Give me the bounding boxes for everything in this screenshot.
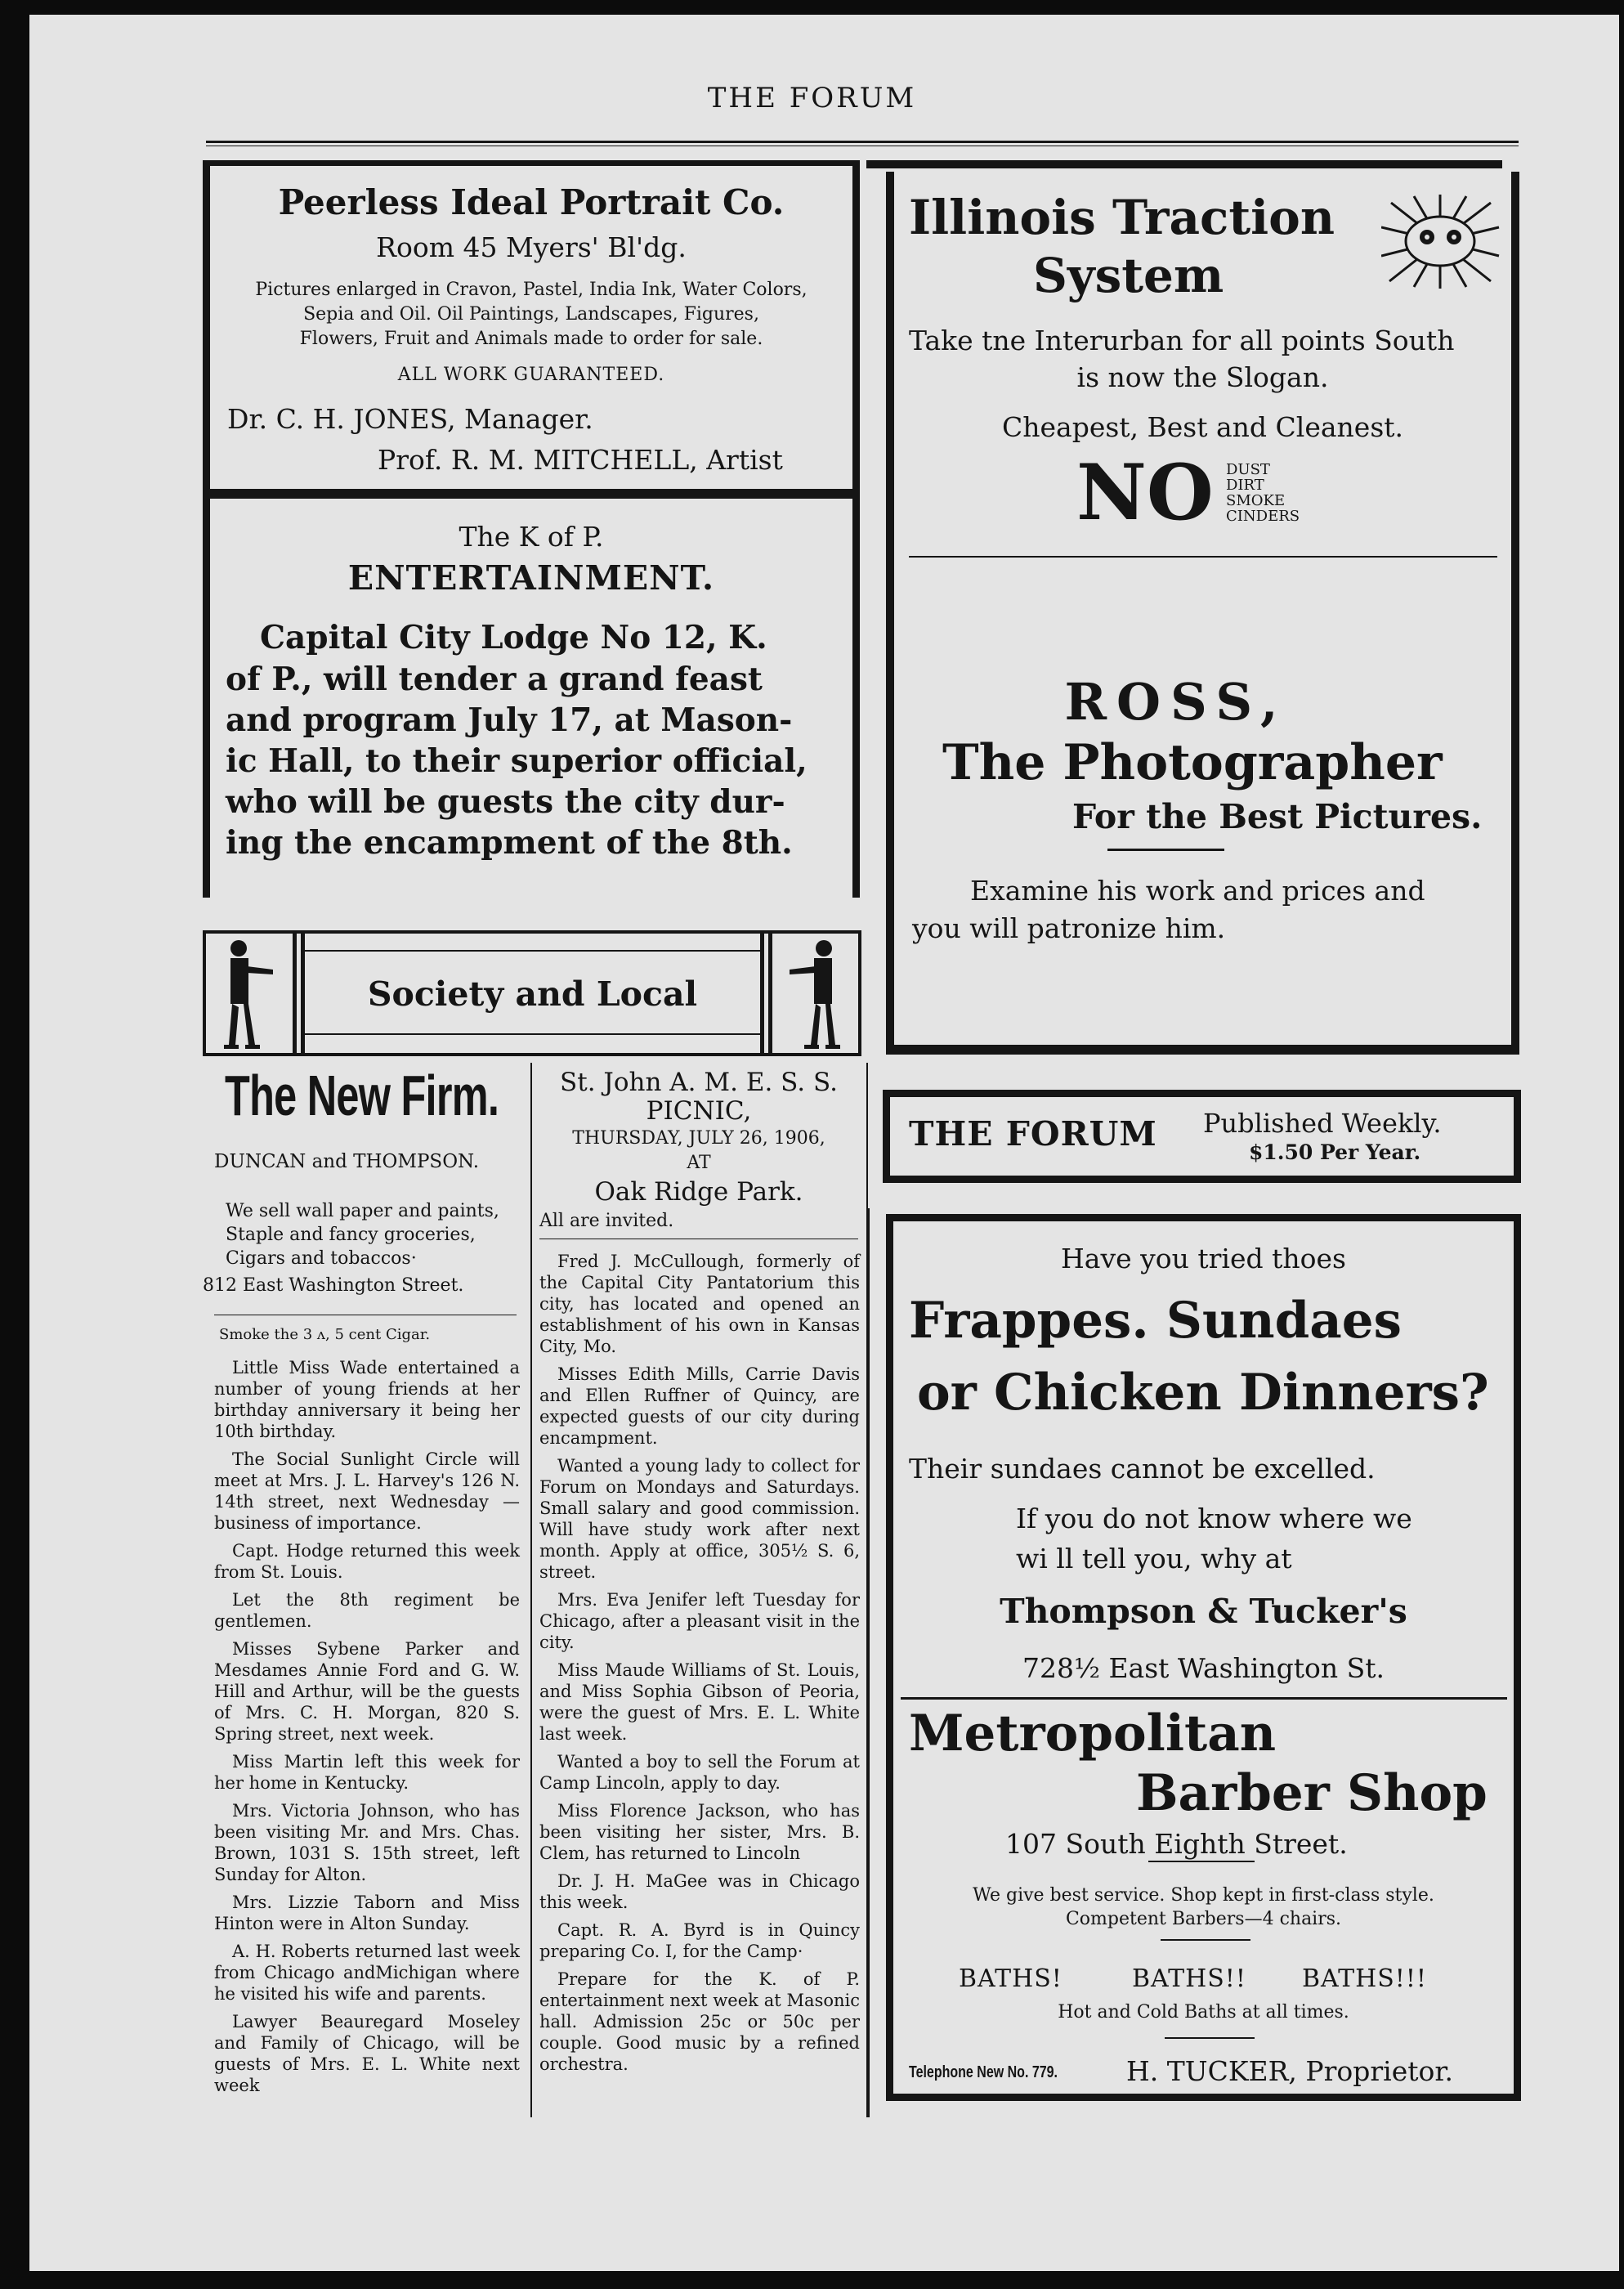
newfirm-line-3: Cigars and tobaccos· <box>226 1248 417 1269</box>
newfirm-line-4: 812 East Washington Street. <box>203 1275 464 1296</box>
news-item: Fred J. McCullough, formerly of the Capital City Pantatorium this city, has located and opened an establishment of his own in Kansas City, Mo. <box>539 1252 860 1356</box>
society-inner-rule-r1 <box>760 934 764 1053</box>
peerless-desc-3: Flowers, Fruit and Animals made to order for sale. <box>299 329 763 349</box>
news-item: Prepare for the K. of P. entertainment next week at Masonic hall. Admission 25c or 50c per couple. Good music by a refined orchestra. <box>539 1969 860 2074</box>
kofp-line: The K of P. <box>459 521 604 553</box>
society-inner-bottom-line <box>305 1033 760 1035</box>
news-item: Dr. J. H. MaGee was in Chicago this week. <box>539 1871 860 1912</box>
barber-address: 107 South Eighth Street. <box>1005 1828 1348 1860</box>
traction-slogan-1: Take tne Interurban for all points South <box>909 325 1455 356</box>
traction-title-2: System <box>1033 248 1224 303</box>
newfirm-owners: DUNCAN and THOMPSON. <box>214 1151 480 1172</box>
peerless-desc-1: Pictures enlarged in Cravon, Pastel, India Ink, Water Colors, <box>255 280 808 300</box>
traction-smoke: SMOKE <box>1226 492 1286 509</box>
gentleman-figure-left-icon <box>214 937 280 1051</box>
traction-divider <box>909 556 1497 558</box>
news-item: Lawyer Beauregard Moseley and Family of Chicago, will be guests of Mrs. E. L. White next week <box>214 2012 520 2095</box>
picnic-date: THURSDAY, JULY 26, 1906, <box>572 1128 825 1149</box>
ross-examine-1: Examine his work and prices and <box>970 875 1425 907</box>
sun-face-icon <box>1381 195 1500 289</box>
barber-baths-1: BATHS! <box>959 1964 1063 1993</box>
news-item: Mrs. Eva Jenifer left Tuesday for Chicago, after a pleasant visit in the city. <box>539 1590 860 1652</box>
news-item: The Social Sunlight Circle will meet at Mrs. J. L. Harvey's 126 N. 14th street, next Wednesday —business of importance. <box>214 1449 520 1533</box>
barber-service-rule <box>1161 1939 1250 1941</box>
barber-proprietor: H. TUCKER, Proprietor. <box>1126 2055 1453 2087</box>
frappes-headline-2: or Chicken Dinners? <box>917 1364 1489 1422</box>
newfirm-title: The New Firm. <box>225 1064 499 1127</box>
society-title: Society and Local <box>367 974 698 1014</box>
ross-title: The Photographer <box>942 734 1443 791</box>
traction-dust: DUST <box>1226 461 1270 478</box>
barber-baths-2: BATHS!! <box>1132 1964 1246 1993</box>
news-item: Miss Maude Williams of St. Louis, and Miss Sophia Gibson of Peoria, were the guest of Mrs. E. L. White last week. <box>539 1660 860 1744</box>
frappes-know-1: If you do not know where we <box>1016 1503 1412 1534</box>
column-separator-1 <box>530 1063 532 2117</box>
traction-slogan-2: is now the Slogan. <box>1076 361 1329 393</box>
society-inner-rule-l1 <box>293 934 297 1053</box>
frappes-excelled: Their sundaes cannot be excelled. <box>909 1453 1376 1485</box>
news-item: Misses Sybene Parker and Mesdames Annie Ford and G. W. Hill and Arthur, will be the guests of Mrs. C. H. Morgan, 820 S. Spring street, next week. <box>214 1639 520 1744</box>
society-inner-rule-r2 <box>768 934 772 1053</box>
kofp-title: ENTERTAINMENT. <box>347 558 715 598</box>
header-rule <box>206 141 1519 143</box>
kofp-line-1: Capital City Lodge No 12, K. <box>260 619 767 656</box>
forum-box-published: Published Weekly. <box>1203 1108 1442 1139</box>
kofp-line-5: who will be guests the city dur- <box>226 783 785 821</box>
picnic-at: AT <box>687 1153 711 1173</box>
news-item: Miss Florence Jackson, who has been visiting her sister, Mrs. B. Clem, has returned to Lincoln <box>539 1801 860 1863</box>
news-item: Miss Martin left this week for her home in Kentucky. <box>214 1752 520 1793</box>
barber-service-1: We give best service. Shop kept in first-class style. <box>973 1885 1434 1906</box>
peerless-room: Room 45 Myers' Bl'dg. <box>376 231 687 263</box>
ross-name: ROSS, <box>1064 672 1288 732</box>
frappes-headline-1: Frappes. Sundaes <box>909 1292 1402 1350</box>
picnic-title-2: PICNIC, <box>646 1096 752 1126</box>
kofp-line-4: ic Hall, to their superior official, <box>226 742 808 780</box>
frappes-address: 728½ East Washington St. <box>1022 1652 1385 1684</box>
barber-telephone: Telephone New No. 779. <box>909 2063 1058 2081</box>
news-item: Let the 8th regiment be gentlemen. <box>214 1590 520 1631</box>
peerless-guarantee: ALL WORK GUARANTEED. <box>397 365 665 385</box>
peerless-desc-2: Sepia and Oil. Oil Paintings, Landscapes, Figures, <box>303 304 759 325</box>
newfirm-line-1: We sell wall paper and paints, <box>226 1201 499 1221</box>
frappes-left-rule <box>868 1208 870 2117</box>
news-item: Mrs. Lizzie Taborn and Miss Hinton were in Alton Sunday. <box>214 1893 520 1933</box>
picnic-invite: All are invited. <box>539 1211 674 1231</box>
page-header-title: THE FORUM <box>707 82 917 114</box>
traction-cheapest: Cheapest, Best and Cleanest. <box>1001 411 1404 443</box>
news-item: Little Miss Wade entertained a number of young friends at her birthday anniversary it being her 10th birthday. <box>214 1358 520 1441</box>
traction-no: NO <box>1076 448 1214 538</box>
frappes-divider <box>901 1697 1507 1700</box>
news-item: Misses Edith Mills, Carrie Davis and Ellen Ruffner of Quincy, are expected guests of our city during encampment. <box>539 1364 860 1448</box>
peerless-name: Peerless Ideal Portrait Co. <box>278 182 785 222</box>
traction-title-1: Illinois Traction <box>909 190 1335 245</box>
ross-examine-2: you will patronize him. <box>912 912 1226 944</box>
newfirm-line-2: Staple and fancy groceries, <box>226 1225 476 1245</box>
news-item: A. H. Roberts returned last week from Chicago andMichigan where he visited his wife and parents. <box>214 1942 520 2004</box>
peerless-artist: Prof. R. M. MITCHELL, Artist <box>378 444 783 476</box>
news-item: Wanted a boy to sell the Forum at Camp Lincoln, apply to day. <box>539 1752 860 1793</box>
society-inner-top-line <box>305 950 760 952</box>
barber-title-2: Barber Shop <box>1136 1764 1488 1822</box>
barber-hot-cold: Hot and Cold Baths at all times. <box>1058 2002 1349 2022</box>
barber-title-1: Metropolitan <box>909 1704 1277 1763</box>
newfirm-cigar: Smoke the 3 ʌ, 5 cent Cigar. <box>219 1326 431 1343</box>
news-item: Wanted a young lady to collect for Forum on Mondays and Saturdays. Small salary and good commission. Will have study work after next month. Apply at office, 305½ S. 6, street. <box>539 1456 860 1582</box>
kofp-line-2: of P., will tender a grand feast <box>226 661 763 698</box>
barber-baths-3: BATHS!!! <box>1302 1964 1427 1993</box>
gentleman-figure-right-icon <box>783 937 848 1051</box>
news-item: Capt. Hodge returned this week from St. Louis. <box>214 1541 520 1582</box>
picnic-park: Oak Ridge Park. <box>594 1177 803 1207</box>
traction-top-rule <box>866 160 1502 168</box>
society-column-1 <box>214 1357 520 2103</box>
peerless-manager: Dr. C. H. JONES, Manager. <box>227 403 593 435</box>
forum-box-name: THE FORUM <box>909 1114 1157 1153</box>
frappes-question: Have you tried thoes <box>1061 1243 1346 1274</box>
kofp-line-6: ing the encampment of the 8th. <box>226 824 793 862</box>
traction-dirt: DIRT <box>1226 477 1264 494</box>
traction-cinders: CINDERS <box>1226 508 1300 525</box>
forum-box-price: $1.50 Per Year. <box>1249 1140 1421 1164</box>
ross-underline <box>1107 849 1224 851</box>
frappes-know-2: wi ll tell you, why at <box>1016 1543 1292 1575</box>
news-item: Capt. R. A. Byrd is in Quincy preparing Co. I, for the Camp· <box>539 1920 860 1961</box>
barber-service-2: Competent Barbers—4 chairs. <box>1065 1909 1342 1929</box>
peerless-divider <box>210 489 852 499</box>
frappes-store: Thompson & Tucker's <box>1000 1592 1407 1631</box>
barber-hot-rule <box>1165 2037 1255 2039</box>
picnic-title-1: St. John A. M. E. S. S. <box>560 1068 838 1097</box>
society-column-2 <box>539 1251 860 2081</box>
kofp-line-3: and program July 17, at Mason- <box>226 701 793 739</box>
ross-best-pictures: For the Best Pictures. <box>1072 797 1483 836</box>
news-item: Mrs. Victoria Johnson, who has been visiting Mr. and Mrs. Chas. Brown, 1031 S. 15th street, left Sunday for Alton. <box>214 1801 520 1884</box>
barber-address-rule <box>1148 1861 1255 1862</box>
